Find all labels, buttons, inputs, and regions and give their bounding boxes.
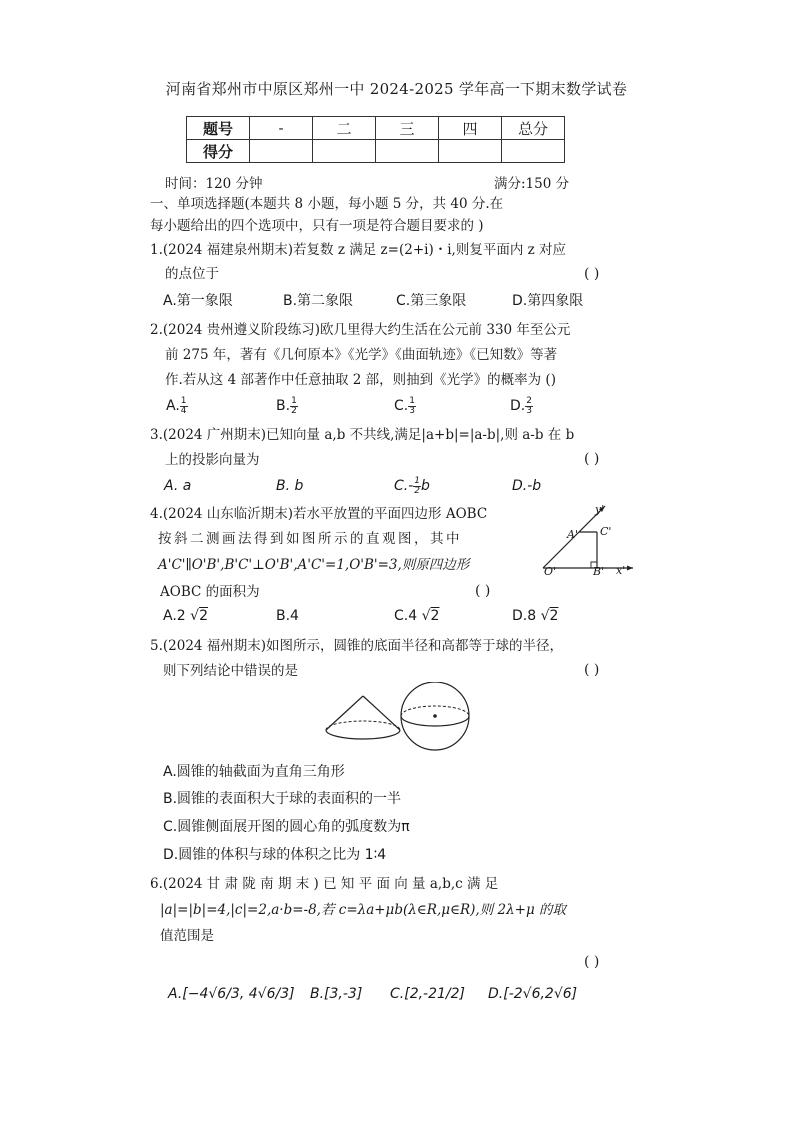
q2-option-c[interactable] (394, 396, 416, 416)
option-prefix: C. (394, 398, 409, 414)
figure-label-a: A' (567, 528, 578, 541)
q1-option-b[interactable]: B.第二象限 (283, 293, 354, 309)
q5-stem-cont: 则下列结论中错误的是 (163, 663, 298, 679)
figure-label-x: x' (616, 564, 626, 577)
q5-stem: 5.(2024 福州期末)如图所示，圆锥的底面半径和高都等于球的半径， (150, 638, 564, 654)
q5-option-a[interactable]: A.圆锥的轴截面为直角三角形 (163, 764, 345, 780)
section-heading-cont: 每小题给出的四个选项中，只有一项是符合题目要求的 ) (150, 218, 484, 234)
q2-option-d[interactable] (510, 396, 533, 416)
q3-option-c[interactable]: C.- $\frac{1}{2}$ b (394, 475, 430, 496)
fraction: $\frac{1}{4}$ (180, 395, 187, 416)
q4-option-d[interactable]: D.8 √2 (512, 608, 559, 624)
q3-option-a[interactable]: A. a (164, 478, 192, 494)
figure-label-y: y' (595, 503, 605, 516)
q6-stem-cont: |a|=|b|=4,|c|=2,a·b=-8,若 c=λa+μb(λ∈R,μ∈R),则 2λ+μ 的取 (160, 902, 567, 918)
q1-option-c[interactable]: C.第三象限 (396, 293, 467, 309)
q4-option-c[interactable]: C.4 √2 (394, 608, 440, 624)
score-table-score-row (187, 140, 565, 163)
q3-stem: 3.(2024 广州期末)已知向量 a,b 不共线,满足|a+b|=|a-b|,则 a-b 在 b (150, 427, 575, 443)
q6-stem-cont: 值范围是 (160, 928, 214, 944)
q1-option-a[interactable]: A.第一象限 (163, 293, 233, 309)
q3-stem-cont: 上的投影向量为 (165, 452, 260, 468)
score-cell: 二 (313, 117, 376, 140)
score-cell: 三 (376, 117, 439, 140)
fraction: $\frac{1}{2}$ (291, 395, 297, 416)
figure-label-o: O' (544, 565, 557, 578)
score-table (186, 116, 565, 163)
q5-option-c[interactable]: C.圆锥侧面展开图的圆心角的弧度数为π (163, 819, 410, 835)
q1-stem-cont: 的点位于 (165, 266, 219, 282)
q6-answer-paren[interactable]: ( ) (584, 954, 600, 970)
q4-option-b[interactable]: B.4 (276, 608, 299, 624)
exam-full-marks: 满分:150 分 (494, 176, 570, 192)
q4-stem-cont: 按斜二测画法得到如图所示的直观图，其中 (158, 531, 462, 547)
q3-option-b[interactable]: B. b (276, 478, 304, 494)
page-title: 河南省郑州市中原区郑州一中 2024-2025 学年高一下期末数学试卷 (165, 80, 628, 98)
fraction: $\frac{1}{2}$ (414, 475, 421, 496)
score-cell: 四 (439, 117, 502, 140)
q2-stem: 2.(2024 贵州遵义阶段练习)欧几里得大约生活在公元前 330 年至公元 (150, 322, 571, 338)
q6-option-b[interactable]: B.[3,-3] (310, 986, 363, 1002)
score-input-cell[interactable] (313, 140, 376, 163)
option-prefix: B. (276, 398, 291, 414)
score-input-cell[interactable] (439, 140, 502, 163)
q6-stem: 6.(2024 甘 肃 陇 南 期 末 ) 已 知 平 面 向 量 a,b,c 满 足 (150, 876, 499, 892)
option-prefix: A. (166, 398, 180, 414)
q6-option-d[interactable]: D.[-2√6,2√6] (488, 986, 578, 1002)
q4-answer-paren[interactable]: ( ) (475, 583, 491, 599)
score-cell: 题号 (187, 117, 250, 140)
figure-label-b: B' (593, 565, 605, 578)
q5-option-d[interactable]: D.圆锥的体积与球的体积之比为 1∶4 (163, 847, 387, 863)
option-prefix: D. (510, 398, 526, 414)
q2-option-b[interactable] (276, 396, 298, 416)
exam-time: 时间：120 分钟 (165, 176, 263, 192)
q2-stem-cont: 前 275 年，著有《几何原本》《光学》《曲面轨迹》《已知数》等著 (165, 347, 558, 363)
q6-option-a[interactable]: A.[−4√6/3, 4√6/3] (168, 986, 295, 1002)
score-table-header-row (187, 117, 565, 140)
score-input-cell[interactable] (502, 140, 565, 163)
score-cell: - (250, 117, 313, 140)
q4-stem: 4.(2024 山东临沂期末)若水平放置的平面四边形 AOBC (150, 506, 488, 522)
q1-stem: 1.(2024 福建泉州期末)若复数 z 满足 z=(2+i)・i,则复平面内 z 对应 (150, 242, 567, 258)
section-heading: 一、单项选择题(本题共 8 小题，每小题 5 分，共 40 分.在 (150, 196, 504, 212)
q4-stem-cont: A'C'∥O'B',B'C'⊥O'B',A'C'=1,O'B'=3,则原四边形 (158, 557, 470, 573)
q3-option-d[interactable]: D.-b (512, 478, 542, 494)
fraction: $\frac{2}{3}$ (526, 395, 532, 416)
cone-and-sphere-figure (320, 682, 480, 754)
q3-answer-paren[interactable]: ( ) (584, 451, 600, 467)
score-cell: 得分 (187, 140, 250, 163)
score-cell: 总分 (502, 117, 565, 140)
score-input-cell[interactable] (376, 140, 439, 163)
fraction: $\frac{1}{3}$ (409, 395, 415, 416)
q4-option-a[interactable]: A.2 √2 (163, 608, 208, 624)
score-input-cell[interactable] (250, 140, 313, 163)
q4-stem-cont: AOBC 的面积为 (160, 584, 260, 600)
q5-option-b[interactable]: B.圆锥的表面积大于球的表面积的一半 (163, 791, 402, 807)
figure-label-c: C' (600, 525, 612, 538)
q1-answer-paren[interactable]: ( ) (584, 266, 600, 282)
q5-answer-paren[interactable]: ( ) (584, 662, 600, 678)
q1-option-d[interactable]: D.第四象限 (512, 293, 584, 309)
q2-option-a[interactable] (166, 396, 188, 416)
q6-option-c[interactable]: C.[2,-21/2] (390, 986, 465, 1002)
q2-stem-cont: 作.若从这 4 部著作中任意抽取 2 部，则抽到《光学》的概率为 () (165, 372, 556, 388)
